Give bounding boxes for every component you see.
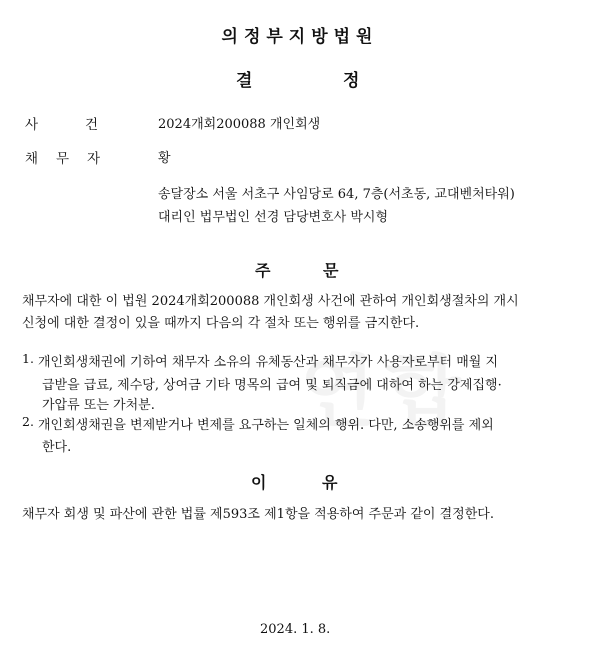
order-item-1-line2: 급받을 급료, 제수당, 상여금 기타 명목의 급여 및 퇴직금에 대하여 하는 강제집행· bbox=[42, 378, 502, 393]
decision-date: 2024. 1. 8. bbox=[260, 622, 331, 637]
order-heading-left: 주 bbox=[255, 261, 271, 280]
debtor-label-a: 채 bbox=[25, 151, 39, 167]
order-intro-line1: 채무자에 대한 이 법원 2024개회200088 개인회생 사건에 관하여 개인회생절차의 개시 bbox=[22, 294, 519, 309]
order-item-2-line2: 한다. bbox=[42, 440, 72, 455]
order-intro-line2: 신청에 대한 결정이 있을 때까지 다음의 각 절차 또는 행위를 금지한다. bbox=[22, 316, 420, 331]
order-item-1-number: 1. bbox=[22, 351, 34, 366]
debtor-label-b: 무 bbox=[56, 151, 70, 167]
order-item-1-line1: 개인회생채권에 기하여 채무자 소유의 유체동산과 채무자가 사용자로부터 매월 지 bbox=[38, 355, 499, 370]
case-label-b: 건 bbox=[85, 117, 99, 133]
service-address: 송달장소 서울 서초구 사임당로 64, 7층(서초동, 교대벤처타워) bbox=[158, 187, 515, 202]
case-value: 2024개회200088 개인회생 bbox=[158, 117, 321, 132]
case-label-a: 사 bbox=[25, 117, 39, 133]
order-heading-right: 문 bbox=[323, 261, 339, 280]
doc-title-right: 정 bbox=[343, 71, 360, 91]
reason-text: 채무자 회생 및 파산에 관한 법률 제593조 제1항을 적용하여 주문과 같이 결정한다. bbox=[22, 507, 494, 522]
debtor-label-c: 자 bbox=[87, 151, 101, 167]
court-name: 의정부지방법원 bbox=[221, 27, 379, 47]
debtor-value: 황 bbox=[158, 151, 171, 166]
reason-heading-right: 유 bbox=[322, 473, 338, 492]
service-agent: 대리인 법무법인 선경 담당변호사 박시형 bbox=[158, 210, 389, 225]
order-item-2-line1: 개인회생채권을 변제받거나 변제를 요구하는 일체의 행위. 다만, 소송행위를 제외 bbox=[38, 418, 494, 433]
order-item-2-number: 2. bbox=[22, 414, 34, 429]
order-item-1-line3: 가압류 또는 가처분. bbox=[42, 398, 155, 413]
doc-title-left: 결 bbox=[236, 71, 253, 91]
reason-heading-left: 이 bbox=[251, 473, 267, 492]
